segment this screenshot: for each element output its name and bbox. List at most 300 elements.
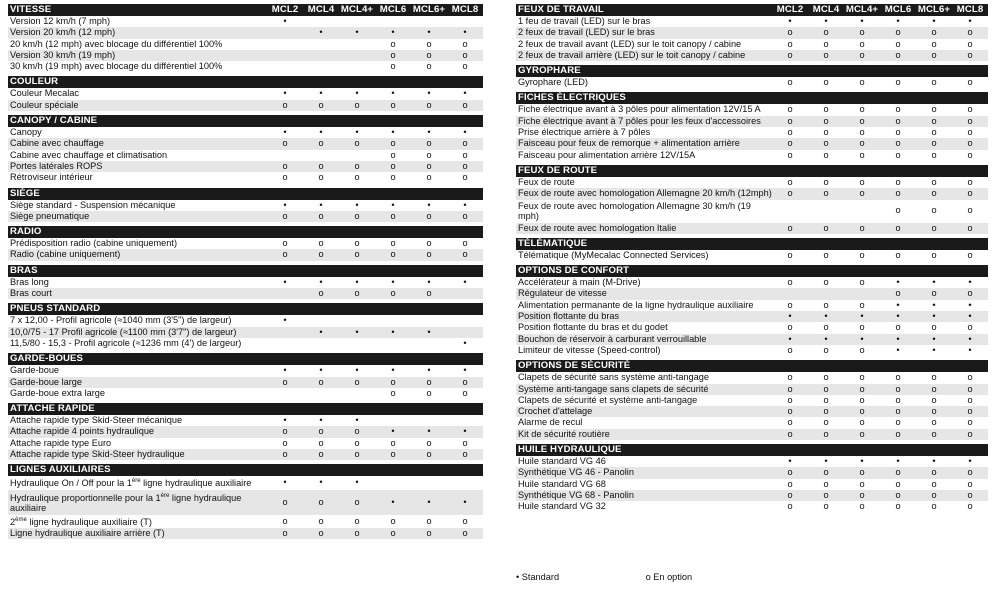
- spec-label: 2ème ligne hydraulique auxiliaire (T): [10, 516, 152, 527]
- availability-mcl4: o: [808, 223, 844, 234]
- availability-mcl6: o: [390, 437, 396, 448]
- spec-row: [516, 250, 988, 261]
- spec-label: Siège standard - Suspension mécanique: [10, 199, 176, 210]
- availability-mcl4: o: [318, 238, 324, 249]
- availability-mcl6: o: [880, 406, 916, 417]
- availability-mcl4: •: [844, 311, 880, 322]
- availability-mcl4: o: [844, 429, 880, 440]
- availability-mcl6: o: [411, 449, 447, 460]
- availability-mcl2: o: [787, 417, 793, 428]
- spec-row: [516, 16, 988, 27]
- availability-mcl6: o: [916, 490, 952, 501]
- availability-mcl6: o: [426, 149, 432, 160]
- spec-row: [8, 277, 483, 288]
- availability-mcl6: •: [932, 16, 936, 26]
- availability-mcl6: o: [916, 116, 952, 127]
- spec-row: [516, 501, 988, 512]
- spec-row: [516, 479, 988, 490]
- availability-mcl4: •: [355, 88, 359, 99]
- availability-mcl6: •: [391, 199, 395, 210]
- spec-row: [8, 161, 483, 172]
- availability-mcl8: o: [952, 116, 988, 127]
- spec-label: Huile standard VG 32: [518, 501, 606, 512]
- availability-mcl6: o: [426, 437, 432, 448]
- spec-row: [8, 490, 483, 515]
- availability-mcl4: o: [859, 277, 865, 288]
- availability-mcl8: o: [952, 288, 988, 299]
- availability-mcl2: o: [787, 38, 793, 49]
- availability-mcl2: o: [787, 344, 793, 355]
- availability-mcl2: •: [772, 334, 808, 345]
- spec-row: [516, 150, 988, 161]
- availability-mcl2: o: [282, 172, 288, 183]
- section-header-attache-rapide: [8, 403, 483, 415]
- availability-mcl6: •: [427, 88, 431, 99]
- spec-label: Cabine avec chauffage: [8, 138, 267, 149]
- availability-mcl2: •: [788, 456, 792, 467]
- availability-mcl4: •: [319, 415, 323, 426]
- availability-mcl4: o: [823, 127, 829, 138]
- availability-mcl2: o: [787, 249, 793, 260]
- spec-label: 2 feux de travail arrière (LED) sur le toit canopy / cabine: [516, 50, 772, 61]
- availability-mcl6: [375, 16, 411, 27]
- availability-mcl6: •: [375, 27, 411, 38]
- availability-mcl2: o: [787, 176, 793, 187]
- availability-mcl8: o: [967, 372, 973, 383]
- spec-label: Position flottante du bras: [516, 311, 772, 322]
- availability-mcl4: o: [823, 322, 829, 333]
- availability-mcl8: •: [447, 490, 483, 515]
- availability-mcl4: o: [844, 490, 880, 501]
- availability-mcl4: o: [303, 449, 339, 460]
- availability-mcl6: o: [375, 249, 411, 260]
- availability-mcl2: o: [282, 515, 288, 526]
- availability-mcl2: o: [267, 161, 303, 172]
- spec-label: Couleur Mecalac: [10, 88, 79, 99]
- availability-mcl6: o: [895, 478, 901, 489]
- availability-mcl4: [303, 338, 339, 349]
- availability-mcl6: •: [411, 27, 447, 38]
- availability-mcl4: o: [339, 211, 375, 222]
- availability-mcl8: o: [967, 501, 973, 512]
- spec-label: Alimentation permanante de la ligne hydraulique auxiliaire: [518, 299, 754, 310]
- availability-mcl6: o: [895, 372, 901, 383]
- spec-row: [516, 345, 988, 356]
- availability-mcl4: o: [808, 188, 844, 199]
- availability-mcl4: •: [319, 276, 323, 287]
- spec-label: Synthétique VG 46 - Panolin: [516, 467, 772, 478]
- availability-mcl6: •: [880, 311, 916, 322]
- availability-mcl4: o: [823, 149, 829, 160]
- section-title: GYROPHARE: [516, 65, 772, 77]
- availability-mcl4: •: [355, 127, 359, 138]
- availability-mcl4: o: [823, 38, 829, 49]
- availability-mcl6: [375, 338, 411, 349]
- availability-mcl6: o: [880, 467, 916, 478]
- model-header-mcl4: MCL4: [808, 4, 844, 16]
- spec-label: Attache rapide type Skid-Steer hydraulique: [8, 449, 267, 460]
- availability-mcl6: •: [896, 299, 900, 310]
- availability-mcl4: [339, 388, 375, 399]
- availability-mcl6: o: [880, 138, 916, 149]
- availability-mcl4: o: [823, 417, 829, 428]
- spec-row: [8, 50, 483, 61]
- availability-mcl6: o: [895, 249, 901, 260]
- availability-mcl2: o: [772, 27, 808, 38]
- availability-mcl6: •: [896, 344, 900, 355]
- availability-mcl4: o: [303, 288, 339, 299]
- availability-mcl2: o: [787, 149, 793, 160]
- availability-mcl4: o: [808, 138, 844, 149]
- spec-row: [516, 372, 988, 383]
- availability-mcl6: o: [931, 176, 937, 187]
- availability-mcl4: o: [823, 104, 829, 115]
- spec-row: [516, 467, 988, 478]
- availability-mcl2: •: [283, 477, 287, 488]
- availability-mcl6: o: [411, 288, 447, 299]
- availability-mcl6: o: [375, 100, 411, 111]
- availability-mcl6: o: [916, 406, 952, 417]
- availability-mcl2: o: [772, 188, 808, 199]
- availability-mcl2: o: [787, 77, 793, 88]
- spec-row: [8, 338, 483, 349]
- availability-mcl6: o: [895, 77, 901, 88]
- availability-mcl6: o: [931, 417, 937, 428]
- availability-mcl6: [411, 315, 447, 326]
- spec-label: Synthétique VG 68 - Panolin: [516, 490, 772, 501]
- availability-mcl2: o: [787, 277, 793, 288]
- spec-row: [516, 429, 988, 440]
- availability-mcl4: •: [319, 127, 323, 138]
- section-header-feux-de-route: [516, 165, 988, 177]
- availability-mcl4: o: [844, 138, 880, 149]
- spec-row: [8, 238, 483, 249]
- availability-mcl6: o: [880, 490, 916, 501]
- availability-mcl4: o: [303, 490, 339, 515]
- section-title: VITESSE: [8, 4, 267, 16]
- spec-row: [8, 88, 483, 99]
- availability-mcl8: o: [952, 467, 988, 478]
- availability-mcl6: •: [896, 456, 900, 467]
- availability-mcl6: o: [880, 50, 916, 61]
- availability-mcl6: [411, 338, 447, 349]
- spec-label: Feux de route: [518, 176, 575, 187]
- section-header-gyrophare: [516, 65, 988, 77]
- section-title: GARDE-BOUES: [8, 353, 267, 365]
- spec-label: Feux de route avec homologation Italie: [516, 223, 772, 234]
- availability-mcl6: o: [895, 104, 901, 115]
- availability-mcl6: o: [375, 449, 411, 460]
- availability-mcl8: o: [462, 238, 468, 249]
- availability-mcl2: o: [787, 501, 793, 512]
- availability-mcl6: o: [895, 501, 901, 512]
- availability-mcl2: o: [267, 100, 303, 111]
- availability-mcl8: •: [968, 299, 972, 310]
- availability-mcl2: o: [787, 127, 793, 138]
- availability-mcl4: o: [859, 38, 865, 49]
- section-title: RADIO: [8, 226, 267, 238]
- spec-label: Fiche électrique avant à 3 pôles pour alimentation 12V/15 A: [518, 104, 761, 115]
- availability-mcl6: o: [931, 394, 937, 405]
- availability-mcl6: •: [932, 456, 936, 467]
- section-header-fiches-electriques: [516, 92, 988, 104]
- availability-mcl6: o: [931, 104, 937, 115]
- availability-mcl6: o: [880, 429, 916, 440]
- spec-label: Clapets de sécurité sans système anti-tangage: [518, 372, 709, 383]
- section-title: OPTIONS DE SÉCURITÉ: [516, 360, 772, 372]
- spec-row: [8, 39, 483, 50]
- availability-mcl8: •: [968, 456, 972, 467]
- availability-mcl4: o: [339, 288, 375, 299]
- spec-row: [8, 61, 483, 72]
- spec-row: [516, 384, 988, 395]
- section-title: LIGNES AUXILIAIRES: [8, 464, 267, 476]
- availability-mcl4: o: [859, 501, 865, 512]
- availability-mcl6: o: [375, 211, 411, 222]
- availability-mcl8: o: [967, 176, 973, 187]
- availability-mcl8: o: [447, 138, 483, 149]
- availability-mcl6: •: [427, 199, 431, 210]
- availability-mcl2: o: [772, 384, 808, 395]
- availability-mcl4: o: [808, 116, 844, 127]
- availability-mcl4: •: [319, 365, 323, 376]
- availability-mcl6: o: [390, 238, 396, 249]
- section-title: CANOPY / CABINE: [8, 115, 267, 127]
- availability-mcl8: •: [968, 344, 972, 355]
- spec-label: Bras long: [10, 276, 49, 287]
- availability-mcl4: o: [303, 249, 339, 260]
- section-header-radio: [8, 226, 483, 238]
- availability-mcl4: o: [844, 116, 880, 127]
- availability-mcl4: o: [339, 426, 375, 437]
- availability-mcl4: [339, 315, 375, 326]
- availability-mcl4: o: [354, 172, 360, 183]
- availability-mcl2: •: [283, 127, 287, 138]
- section-header-feux-de-travail: [516, 4, 988, 16]
- availability-mcl6: •: [411, 327, 447, 338]
- section-title: OPTIONS DE CONFORT: [516, 265, 772, 277]
- availability-mcl4: •: [319, 199, 323, 210]
- availability-mcl4: o: [808, 406, 844, 417]
- spec-row: [8, 100, 483, 111]
- spec-row: [8, 377, 483, 388]
- availability-mcl2: o: [772, 467, 808, 478]
- availability-mcl4: o: [859, 344, 865, 355]
- spec-row: [516, 456, 988, 467]
- spec-row: [8, 365, 483, 376]
- model-header-mcl6: MCL6: [375, 4, 411, 16]
- availability-mcl6: o: [390, 61, 396, 72]
- availability-mcl6: o: [931, 249, 937, 260]
- availability-mcl4: •: [355, 365, 359, 376]
- availability-mcl6: [375, 315, 411, 326]
- availability-mcl6: o: [390, 515, 396, 526]
- availability-mcl6: o: [895, 322, 901, 333]
- availability-mcl6: o: [931, 77, 937, 88]
- availability-mcl4: o: [303, 138, 339, 149]
- availability-mcl6: o: [916, 384, 952, 395]
- availability-mcl4: [808, 288, 844, 299]
- availability-mcl2: o: [772, 429, 808, 440]
- availability-mcl8: [447, 327, 483, 338]
- availability-mcl8: o: [462, 515, 468, 526]
- availability-mcl4: o: [859, 77, 865, 88]
- availability-mcl4: o: [808, 27, 844, 38]
- availability-mcl4: •: [860, 16, 864, 26]
- model-header-mcl4: MCL4+: [340, 4, 374, 15]
- spec-row: [8, 476, 483, 489]
- availability-mcl4: [303, 39, 339, 50]
- section-title: HUILE HYDRAULIQUE: [516, 444, 772, 456]
- spec-label: Feux de route avec homologation Allemagne 20 km/h (12mph): [518, 188, 772, 199]
- availability-mcl4: •: [808, 311, 844, 322]
- model-header-mcl8: MCL8: [952, 4, 988, 16]
- availability-mcl2: o: [267, 211, 303, 222]
- availability-mcl8: o: [967, 417, 973, 428]
- availability-mcl6: o: [931, 478, 937, 489]
- availability-mcl6: o: [916, 223, 952, 234]
- section-title: FEUX DE ROUTE: [516, 165, 772, 177]
- availability-mcl6: o: [916, 429, 952, 440]
- availability-mcl6: o: [931, 149, 937, 160]
- availability-mcl2: o: [772, 223, 808, 234]
- spec-label: 1 feu de travail (LED) sur le bras: [518, 16, 651, 26]
- section-header-options-de-confort: [516, 265, 988, 277]
- availability-mcl2: [267, 327, 303, 338]
- availability-mcl6: •: [375, 490, 411, 515]
- availability-mcl6: o: [411, 528, 447, 539]
- availability-mcl4: o: [859, 394, 865, 405]
- availability-mcl8: o: [952, 27, 988, 38]
- availability-mcl8: o: [952, 406, 988, 417]
- spec-label: Faisceau pour feux de remorque + alimentation arrière: [516, 138, 772, 149]
- model-header-mcl6: MCL6: [880, 4, 916, 16]
- spec-label: Canopy: [10, 127, 42, 138]
- spec-label: 2 feux de travail avant (LED) sur le toit canopy / cabine: [518, 38, 742, 49]
- spec-label: Limiteur de vitesse (Speed-control): [518, 344, 661, 355]
- spec-row: [516, 188, 988, 199]
- availability-mcl8: o: [447, 449, 483, 460]
- availability-mcl8: •: [463, 365, 467, 376]
- spec-label: Bras court: [8, 288, 267, 299]
- spec-label: 2 feux de travail (LED) sur le bras: [516, 27, 772, 38]
- availability-mcl6: o: [375, 50, 411, 61]
- spec-row: [8, 138, 483, 149]
- availability-mcl4: o: [859, 478, 865, 489]
- availability-mcl8: o: [447, 528, 483, 539]
- availability-mcl2: o: [787, 394, 793, 405]
- availability-mcl6: o: [880, 223, 916, 234]
- spec-row: [516, 77, 988, 88]
- section-header-couleur: [8, 76, 483, 88]
- availability-mcl8: •: [952, 334, 988, 345]
- availability-mcl6: o: [880, 384, 916, 395]
- availability-mcl8: o: [952, 490, 988, 501]
- availability-mcl4: o: [808, 467, 844, 478]
- spec-row: [8, 449, 483, 460]
- availability-mcl4: o: [823, 277, 829, 288]
- availability-mcl8: •: [968, 16, 972, 26]
- availability-mcl6: •: [411, 426, 447, 437]
- availability-mcl6: o: [931, 38, 937, 49]
- availability-mcl4: o: [844, 467, 880, 478]
- spec-row: [8, 528, 483, 539]
- availability-mcl4: •: [355, 477, 359, 488]
- availability-mcl4: o: [303, 100, 339, 111]
- availability-mcl8: o: [967, 77, 973, 88]
- availability-mcl8: o: [447, 377, 483, 388]
- spec-row: [516, 300, 988, 311]
- availability-mcl2: o: [282, 437, 288, 448]
- availability-mcl4: [339, 16, 375, 27]
- availability-mcl4: •: [824, 456, 828, 467]
- availability-mcl8: o: [952, 50, 988, 61]
- availability-mcl6: o: [411, 161, 447, 172]
- availability-mcl8: o: [967, 249, 973, 260]
- availability-mcl4: [808, 200, 844, 223]
- spec-label: Système anti-tangage sans clapets de sécurité: [516, 384, 772, 395]
- spec-row: [8, 27, 483, 38]
- availability-mcl2: o: [267, 138, 303, 149]
- spec-label: Version 20 km/h (12 mph): [8, 27, 267, 38]
- availability-mcl2: o: [772, 50, 808, 61]
- availability-mcl4: o: [844, 384, 880, 395]
- section-header-options-de-securite: [516, 360, 988, 372]
- spec-label: Rétroviseur intérieur: [10, 172, 93, 183]
- legend-option: o En option: [645, 572, 693, 582]
- availability-mcl8: o: [967, 149, 973, 160]
- availability-mcl4: •: [355, 199, 359, 210]
- section-header-lignes-auxiliaires: [8, 464, 483, 476]
- section-title: FICHES ÉLECTRIQUES: [516, 92, 772, 104]
- availability-mcl2: o: [787, 372, 793, 383]
- spec-row: [8, 288, 483, 299]
- availability-mcl6: o: [895, 176, 901, 187]
- availability-mcl6: o: [390, 172, 396, 183]
- availability-mcl6: o: [411, 50, 447, 61]
- availability-mcl2: o: [772, 490, 808, 501]
- section-title: BRAS: [8, 265, 267, 277]
- spec-label: Couleur spéciale: [8, 100, 267, 111]
- availability-mcl2: •: [788, 16, 792, 26]
- availability-mcl2: •: [283, 365, 287, 376]
- availability-mcl6: o: [411, 377, 447, 388]
- spec-label: Accélérateur à main (M-Drive): [518, 277, 641, 288]
- availability-mcl6: •: [427, 127, 431, 138]
- left-spec-table: [8, 4, 483, 539]
- availability-mcl6: o: [895, 394, 901, 405]
- availability-mcl6: o: [895, 38, 901, 49]
- model-header-mcl8: MCL8: [447, 4, 483, 16]
- section-header-huile-hydraulique: [516, 444, 988, 456]
- availability-mcl4: •: [355, 276, 359, 287]
- availability-mcl6: o: [375, 528, 411, 539]
- availability-mcl6: o: [931, 372, 937, 383]
- left-spec-column: [8, 4, 483, 539]
- availability-mcl8: •: [463, 127, 467, 138]
- availability-mcl4: o: [303, 426, 339, 437]
- availability-mcl4: o: [823, 299, 829, 310]
- availability-mcl4: •: [355, 415, 359, 426]
- availability-mcl2: o: [787, 322, 793, 333]
- availability-mcl4: •: [808, 334, 844, 345]
- section-header-telematique: [516, 238, 988, 250]
- availability-mcl2: [267, 61, 303, 72]
- availability-mcl2: •: [283, 315, 287, 326]
- availability-mcl4: o: [823, 372, 829, 383]
- spec-row: [8, 426, 483, 437]
- availability-mcl8: [447, 288, 483, 299]
